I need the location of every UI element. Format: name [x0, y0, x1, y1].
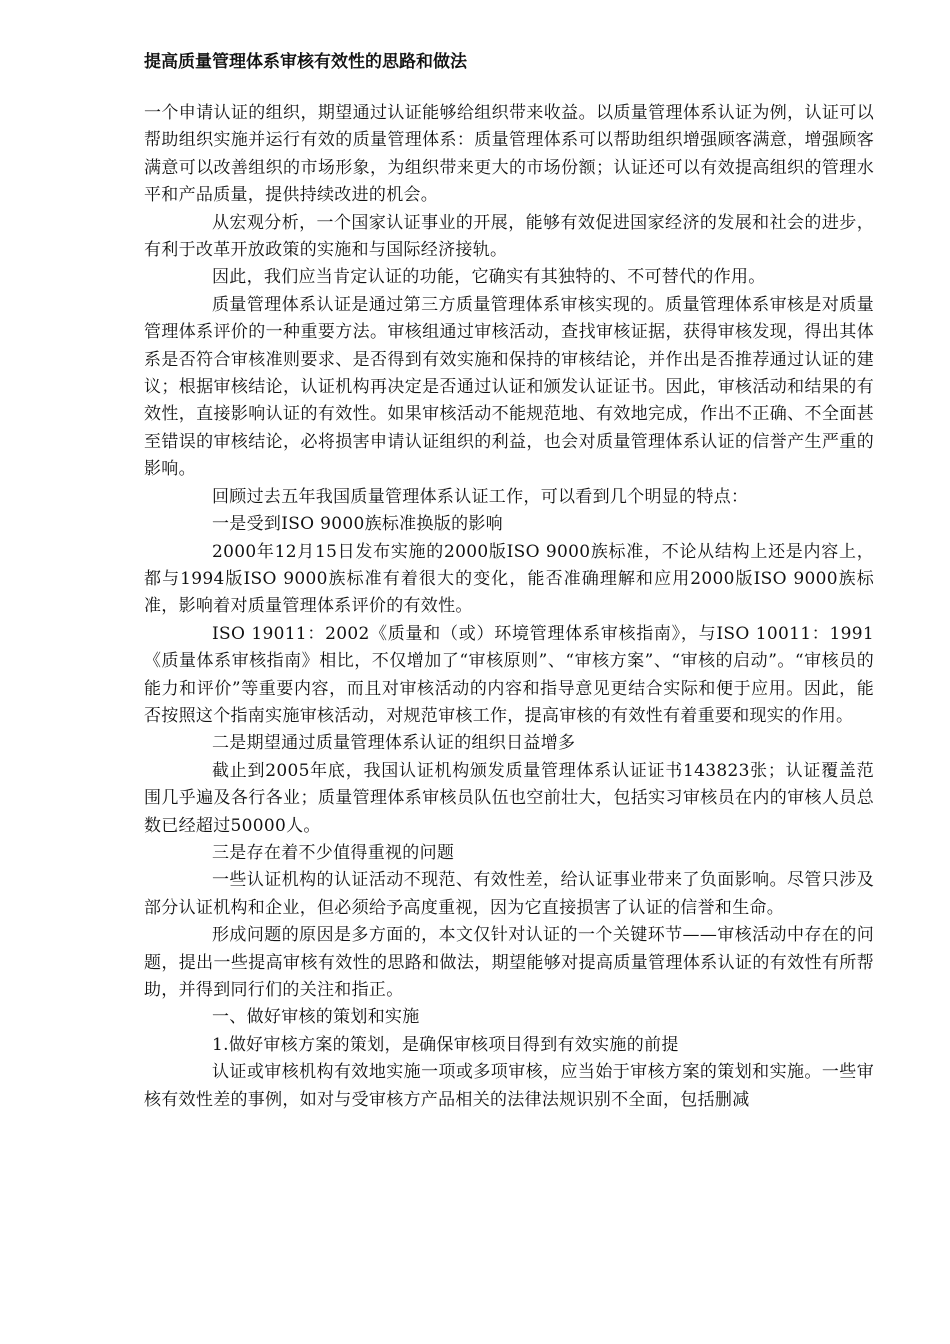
paragraph: 回顾过去五年我国质量管理体系认证工作，可以看到几个明显的特点： — [212, 486, 749, 507]
paragraph: 截止到2005年底，我国认证机构颁发质量管理体系认证证书143823张；认证覆盖范围几乎遍及各行各业；质量管理体系审核员队伍也空前壮大，包括实习审核员在内的审核人员总数已经超过50000人。 — [144, 760, 874, 836]
document-page — [144, 48, 874, 1114]
subsection-heading: 1.做好审核方案的策划，是确保审核项目得到有效实施的前提 — [212, 1034, 679, 1055]
paragraph: 认证或审核机构有效地实施一项或多项审核，应当始于审核方案的策划和实施。一些审核有效性差的事例，如对与受审核方产品相关的法律法规识别不全面，包括删减 — [144, 1062, 874, 1110]
paragraph: 质量管理体系认证是通过第三方质量管理体系审核实现的。质量管理体系审核是对质量管理体系评价的一种重要方法。审核组通过审核活动，查找审核证据，获得审核发现，得出其体系是否符合审核准则要求、是否得到有效实施和保持的审核结论，并作出是否推荐通过认证的建议；根据审核结论，认证机构再决定是否通过认证和颁发认证证书。因此，审核活动和结果的有效性，直接影响认证的有效性。如果审核活动不能规范地、有效地完成，作出不正确、不全面甚至错误的审核结论，必将损害申请认证组织的利益，也会对质量管理体系认证的信誉产生严重的影响。 — [144, 294, 874, 480]
paragraph: 一个申请认证的组织，期望通过认证能够给组织带来收益。以质量管理体系认证为例，认证可以帮助组织实施并运行有效的质量管理体系：质量管理体系可以帮助组织增强顾客满意，增强顾客满意可以改善组织的市场形象，为组织带来更大的市场份额；认证还可以有效提高组织的管理水平和产品质量，提供持续改进的机会。 — [144, 103, 874, 206]
paragraph: 形成问题的原因是多方面的，本文仅针对认证的一个关键环节——审核活动中存在的问题，提出一些提高审核有效性的思路和做法，期望能够对提高质量管理体系认证的有效性有所帮助，并得到同行们的关注和指正。 — [144, 925, 874, 1000]
paragraph: 一些认证机构的认证活动不现范、有效性差，给认证事业带来了负面影响。尽管只涉及部分认证机构和企业，但必须给予高度重视，因为它直接损害了认证的信誉和生命。 — [144, 870, 874, 918]
document-title: 提高质量管理体系审核有效性的思路和做法 — [144, 52, 467, 72]
paragraph: 2000年12月15日发布实施的2000版ISO 9000族标准，不论从结构上还是内容上，都与1994版ISO 9000族标准有着很大的变化，能否准确理解和应用2000版ISO 9000族标准，影响着对质量管理体系评价的有效性。 — [144, 541, 874, 617]
paragraph: 从宏观分析，一个国家认证事业的开展，能够有效促进国家经济的发展和社会的进步，有利于改革开放政策的实施和与国际经济接轨。 — [144, 212, 874, 261]
section-heading: 一是受到ISO 9000族标准换版的影响 — [212, 514, 503, 535]
document-body — [144, 100, 874, 1114]
section-heading: 三是存在着不少值得重视的问题 — [212, 842, 455, 863]
paragraph: 因此，我们应当肯定认证的功能，它确实有其独特的、不可替代的作用。 — [212, 267, 766, 288]
section-heading: 二是期望通过质量管理体系认证的组织日益增多 — [212, 733, 576, 754]
paragraph: ISO 19011：2002《质量和（或）环境管理体系审核指南》，与ISO 10011：1991《质量体系审核指南》相比，不仅增加了“审核原则”、“审核方案”、“审核的启动”。“审核员的能力和评价”等重要内容，而且对审核活动的内容和指导意见更结合实际和便于应用。因此，能否按照这个指南实施审核活动，对规范审核工作，提高审核的有效性有着重要和现实的作用。 — [144, 623, 874, 726]
section-heading: 一、做好审核的策划和实施 — [212, 1007, 420, 1028]
